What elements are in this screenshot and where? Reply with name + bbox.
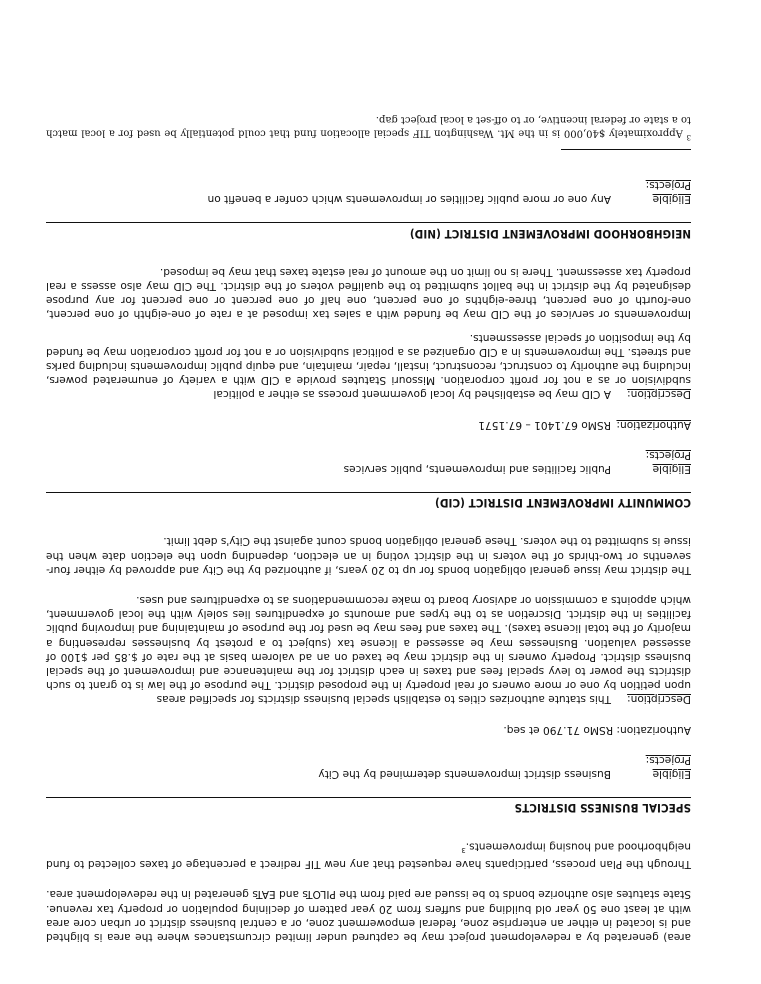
- cid-eligible-row: [46, 448, 691, 476]
- sbd-description-text: upon petition by one or more owners of real property in the proposed district. The purpose of the law is to grant to such districts the power to levy special fees and taxes in each district for the maintenance and improvement of the special business district. Property owners in the district may be taxed on an ad valorem basis at the rate of $.85 per $100 of assessed valuation. Businesses may be assessed a license tax (subject to a protest by businesses representing a majority of the total license taxes). The taxes and fees may be used for the purpose of maintaining and improving public facilities in the district. Discretion as to the types and amounts of expenditures lies solely with the local government, which appoints a commission or advisory board to make recommendations as to expenditures and uses.: [46, 594, 691, 692]
- intro-paragraph: area) generated by a redevelopment project may be captured under limited circumstances where the area is blighted and is located in either an enterprise zone, federal empowerment zone, or a central business district or urban core area with at least one 50 year old building and suffers from 20 year pattern of declining population or property tax revenue. State statutes also authorize bonds to be issued are paid from the PILOTs and EATs generated in the redevelopment area.: [46, 888, 691, 943]
- description-first-line: A CID may be established by local government process as either a political: [213, 388, 611, 401]
- footnote-reference: 3: [461, 845, 466, 854]
- tif-request-paragraph: Through the Plan process, participants have requested that any new TIF redirect a percentage of taxes collected to fund neighborhood and housing improvements.$^3$: [46, 840, 691, 871]
- sbd-eligible-row: [46, 753, 691, 781]
- nid-eligible-row: [46, 178, 691, 206]
- page-content: [46, 113, 691, 944]
- description-label: Description:: [627, 693, 691, 706]
- section-heading-cid: COMMUNITY IMPROVEMENT DISTRICT (CID): [46, 492, 691, 510]
- eligible-value: Any one or more public facilities or improvements which confer a benefit on: [207, 193, 611, 206]
- description-label: Description:: [627, 388, 691, 401]
- authorization-label: Authorization:: [616, 418, 691, 431]
- sbd-authorization: Authorization: RSMo 71.790 et seq.: [503, 723, 691, 736]
- footnote-separator: [561, 149, 691, 150]
- description-first-line: This statute authorizes cities to establish special business districts for specified areas: [156, 693, 611, 706]
- section-heading-nid: NEIGHBORHOOD IMPROVEMENT DISTRICT (NID): [46, 222, 691, 240]
- footnote-marker: 3: [686, 132, 691, 141]
- sbd-description-row: [46, 692, 691, 706]
- cid-services-paragraph: Improvements or services of the CID may be funded with a sales tax imposed at a rate of one-eighth of one percent, one-fourth of one percent, three-eighths of one percent, one half of one percent or one percent for any purpose designated by the district in the ballot submitted to the qualified voters of the district. The CID may also assess a real property tax assessment. There is no limit on the amount of real estate taxes that may be imposed.: [46, 265, 691, 321]
- authorization-value: RSMo 67.1401 – 67.1571: [478, 418, 611, 431]
- cid-authorization-row: [46, 417, 691, 431]
- eligible-label: Eligible Projects:: [645, 753, 691, 781]
- section-heading-sbd: SPECIAL BUSINESS DISTRICTS: [46, 797, 691, 815]
- cid-description-text: subdivision or as a not for profit corporation. Missouri Statutes provide a CID with a variety of enumerated powers, including the authority to construct, reconstruct, install, repair, maintain, and equip public improvements including parks and streets. The improvements in a CID organized as a political subdivision or a not for profit corporation may be funded by the imposition of special assessments.: [46, 331, 691, 387]
- eligible-value: Business district improvements determined by the City: [318, 768, 611, 781]
- eligible-label: Eligible Projects:: [645, 179, 691, 206]
- sbd-bonds-paragraph: The district may issue general obligation bonds for up to 20 years, if authorized by the City and approved by either four-sevenths or two-thirds of the voters in the district voting in an election, depending upon the election date when the issue is submitted to the voters. These general obligation bonds count against the City's debt limit.: [46, 535, 691, 576]
- footnote-text: Approximately $40,000 is in the Mt. Washington TIF special allocation fund that could potentially be used for a local match to a state or federal incentive, or to off-set a local project gap.: [46, 114, 691, 139]
- cid-description-row: [46, 387, 691, 401]
- eligible-value: Public facilities and improvements, public services: [343, 463, 611, 475]
- footnote: [46, 113, 691, 143]
- eligible-label: Eligible Projects:: [645, 448, 691, 475]
